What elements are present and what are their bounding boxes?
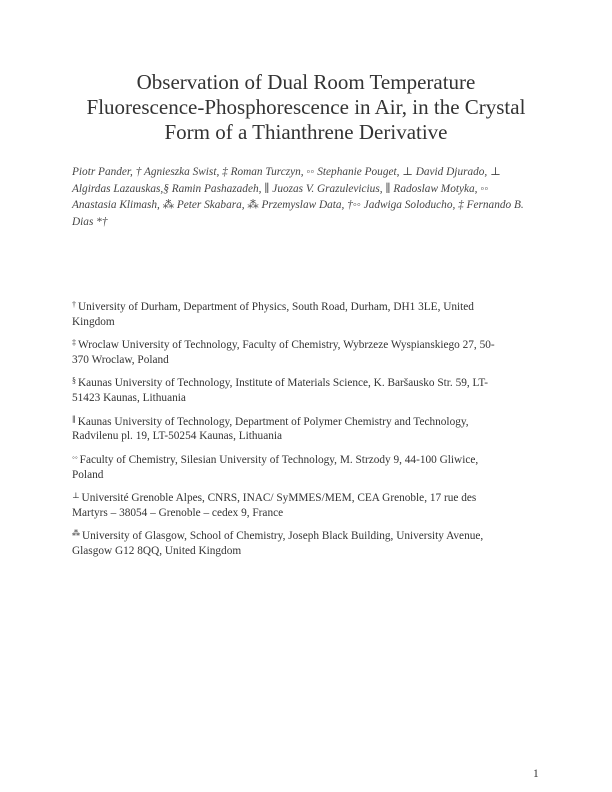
affiliation-symbol: †: [72, 300, 76, 309]
affiliation-text: Glasgow G12 8QQ, United Kingdom: [72, 544, 242, 557]
affiliation-text: Radvilenu pl. 19, LT-50254 Kaunas, Lithuania: [72, 430, 283, 443]
author-list: [72, 164, 540, 230]
affiliation-kaunas-polymer: [72, 413, 542, 445]
affiliation-symbol: ‡: [72, 338, 76, 348]
affiliation-text: University of Durham, Department of Physics, South Road, Durham, DH1 3LE, United: [78, 301, 474, 313]
affiliation-list: [72, 298, 542, 565]
affiliation-grenoble: [72, 489, 542, 521]
affiliation-text: 370 Wroclaw, Poland: [72, 353, 169, 366]
affiliation-durham: [72, 298, 542, 330]
title-line: Form of a Thianthrene Derivative: [164, 120, 448, 144]
affiliation-text: Kaunas University of Technology, Department of Polymer Chemistry and Technology,: [77, 415, 469, 428]
affiliation-silesian: [72, 451, 542, 483]
affiliation-glasgow: [72, 527, 542, 559]
paper-title: [70, 70, 542, 145]
affiliation-symbol: ∥: [72, 414, 76, 424]
author-line: Anastasia Klimash, ⁂ Peter Skabara, ⁂ Przemyslaw Data, †◦◦ Jadwiga Soloducho, ‡ Fernando B.: [72, 199, 524, 211]
author-line: Algirdas Lazauskas,§ Ramin Pashazadeh, ∥ Juozas V. Grazulevicius, ∥ Radoslaw Motyka, ◦◦: [72, 182, 489, 195]
affiliation-text: Wroclaw University of Technology, Faculty of Chemistry, Wybrzeze Wyspianskiego 27, 50-: [78, 339, 495, 352]
affiliation-text: Faculty of Chemistry, Silesian University of Technology, M. Strzody 9, 44-100 Gliwice,: [79, 453, 479, 466]
title-line: Observation of Dual Room Temperature: [136, 70, 476, 94]
page-number: 1: [533, 768, 539, 780]
affiliation-kaunas-materials: [72, 374, 542, 406]
author-line: Dias *†: [72, 215, 108, 228]
affiliation-text: Kaunas University of Technology, Institute of Materials Science, K. Baršausko Str. 59, LT-: [78, 377, 489, 390]
affiliation-symbol: ⊥: [72, 490, 80, 500]
affiliation-text: Université Grenoble Alpes, CNRS, INAC/ SyMMES/MEM, CEA Grenoble, 17 rue des: [81, 491, 477, 504]
affiliation-text: University of Glasgow, School of Chemistry, Joseph Black Building, University Avenue,: [82, 530, 484, 543]
affiliation-text: Martyrs – 38054 – Grenoble – cedex 9, France: [72, 506, 284, 519]
affiliation-text: Poland: [72, 468, 104, 481]
affiliation-symbol: ⁂: [72, 529, 80, 539]
title-line: Fluorescence-Phosphorescence in Air, in the Crystal: [86, 95, 526, 119]
affiliation-symbol: §: [72, 376, 76, 386]
affiliation-text: 51423 Kaunas, Lithuania: [72, 392, 186, 405]
affiliation-wroclaw: [72, 336, 542, 368]
affiliation-text: Kingdom: [72, 315, 115, 328]
affiliation-symbol: ◦◦: [72, 452, 78, 462]
author-line: Piotr Pander, † Agnieszka Swist, ‡ Roman Turczyn, ◦◦ Stephanie Pouget, ⊥ David Djurado, ⊥: [72, 166, 501, 178]
